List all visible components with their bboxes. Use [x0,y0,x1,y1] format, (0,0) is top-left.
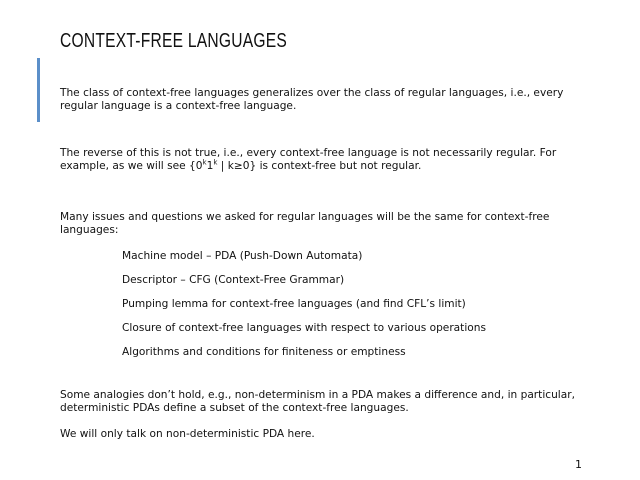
superscript-k-1: k [202,157,207,166]
paragraph-pda-note: We will only talk on non-deterministic PDA here. [60,428,315,440]
paragraph-reverse-text-2: 1 [206,159,214,172]
accent-bar [37,58,40,122]
paragraph-reverse-text-1: The reverse of this is not true, i.e., every context-free language is not necessarily regular. For example, as we will see {0 [60,147,557,172]
paragraph-reverse [60,147,590,172]
paragraph-reverse-text-3: | k≥0} is context-free but not regular. [217,159,422,172]
paragraph-intro: The class of context-free languages generalizes over the class of regular languages, i.e., every regular language is a context-free language. [60,87,564,112]
list-item: Pumping lemma for context-free languages (and find CFL’s limit) [122,298,466,310]
list-item: Machine model – PDA (Push-Down Automata) [122,250,363,262]
list-item: Descriptor – CFG (Context-Free Grammar) [122,274,345,286]
topics-list [122,250,486,370]
superscript-k-2: k [213,157,218,166]
slide-title: CONTEXT-FREE LANGUAGES [60,30,288,52]
paragraph-analogies: Some analogies don’t hold, e.g., non-determinism in a PDA makes a difference and, in particular, deterministic PDAs define a subset of the context-free languages. [60,389,575,414]
page-number: 1 [575,458,582,471]
list-item: Closure of context-free languages with respect to various operations [122,322,486,334]
list-item: Algorithms and conditions for finiteness or emptiness [122,346,406,358]
paragraph-issues: Many issues and questions we asked for regular languages will be the same for context-free languages: [60,211,550,236]
